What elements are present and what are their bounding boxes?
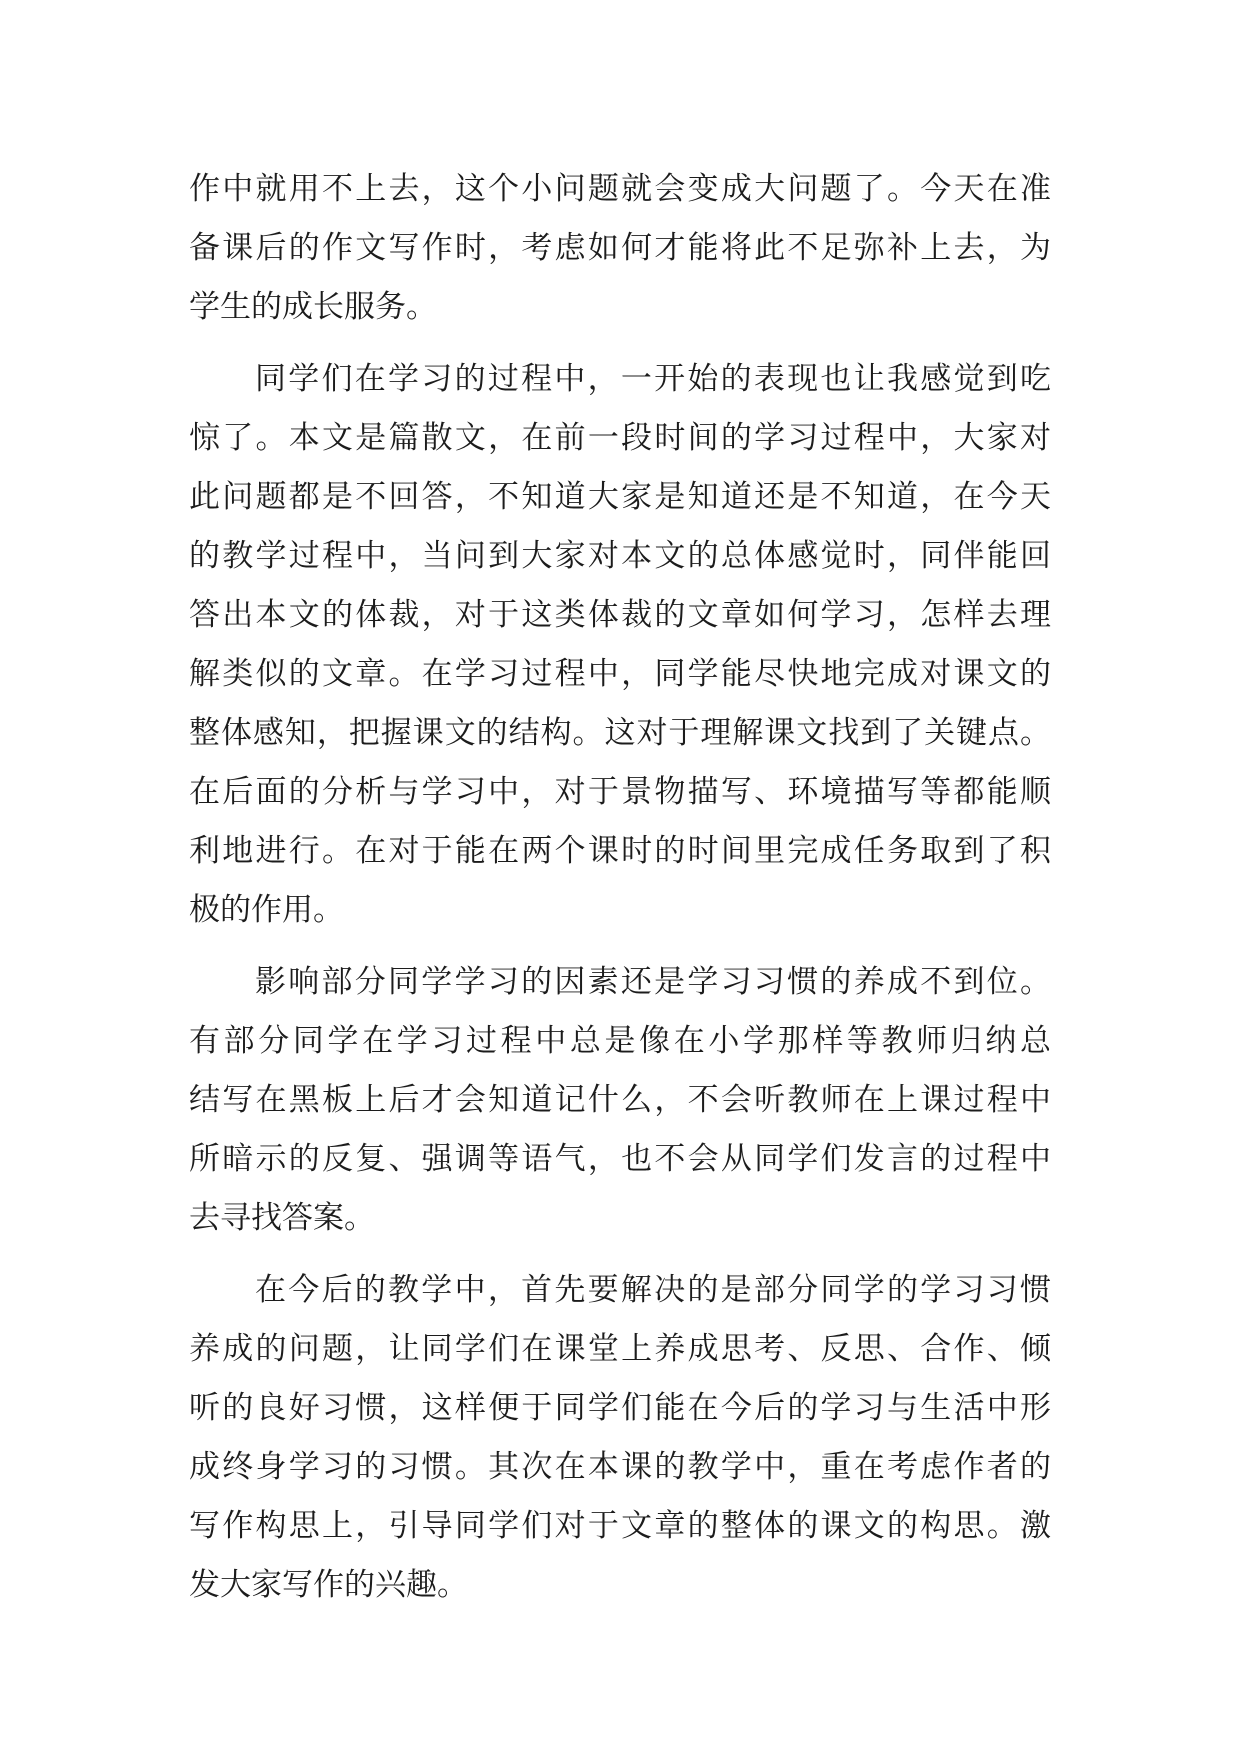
- text-line: 作中就用不上去，这个小问题就会变成大问题了。今天在准: [189, 171, 1051, 207]
- paragraph: [189, 1261, 1051, 1615]
- text-line: 去寻找答案。: [189, 1200, 375, 1236]
- text-line: 在后面的分析与学习中，对于景物描写、环境描写等都能顺: [189, 774, 1051, 810]
- text-line: 学生的成长服务。: [189, 289, 437, 325]
- text-line: 写作构思上，引导同学们对于文章的整体的课文的构思。激: [189, 1508, 1051, 1544]
- paragraph: [189, 350, 1051, 940]
- text-line: 此问题都是不回答，不知道大家是知道还是不知道，在今天: [189, 479, 1051, 515]
- text-line: 有部分同学在学习过程中总是像在小学那样等教师归纳总: [189, 1023, 1051, 1059]
- text-line: 结写在黑板上后才会知道记什么，不会听教师在上课过程中: [189, 1082, 1051, 1118]
- text-line: 利地进行。在对于能在两个课时的时间里完成任务取到了积: [189, 833, 1051, 869]
- text-line: 影响部分同学学习的因素还是学习习惯的养成不到位。: [255, 964, 1051, 1000]
- text-line: 听的良好习惯，这样便于同学们能在今后的学习与生活中形: [189, 1390, 1051, 1426]
- body-text: [189, 160, 1051, 1615]
- text-line: 同学们在学习的过程中，一开始的表现也让我感觉到吃: [255, 361, 1051, 397]
- text-line: 极的作用。: [189, 892, 344, 928]
- text-line: 整体感知，把握课文的结构。这对于理解课文找到了关键点。: [189, 715, 1051, 751]
- text-line: 成终身学习的习惯。其次在本课的教学中，重在考虑作者的: [189, 1449, 1051, 1485]
- text-line: 的教学过程中，当问到大家对本文的总体感觉时，同伴能回: [189, 538, 1051, 574]
- paragraph: [189, 953, 1051, 1248]
- text-line: 养成的问题，让同学们在课堂上养成思考、反思、合作、倾: [189, 1331, 1051, 1367]
- text-line: 解类似的文章。在学习过程中，同学能尽快地完成对课文的: [189, 656, 1051, 692]
- text-line: 答出本文的体裁，对于这类体裁的文章如何学习，怎样去理: [189, 597, 1051, 633]
- text-line: 在今后的教学中，首先要解决的是部分同学的学习习惯: [255, 1272, 1051, 1308]
- text-line: 发大家写作的兴趣。: [189, 1567, 468, 1603]
- text-line: 备课后的作文写作时，考虑如何才能将此不足弥补上去，为: [189, 230, 1051, 266]
- paragraph: [189, 160, 1051, 337]
- text-line: 所暗示的反复、强调等语气，也不会从同学们发言的过程中: [189, 1141, 1051, 1177]
- text-line: 惊了。本文是篇散文，在前一段时间的学习过程中，大家对: [189, 420, 1051, 456]
